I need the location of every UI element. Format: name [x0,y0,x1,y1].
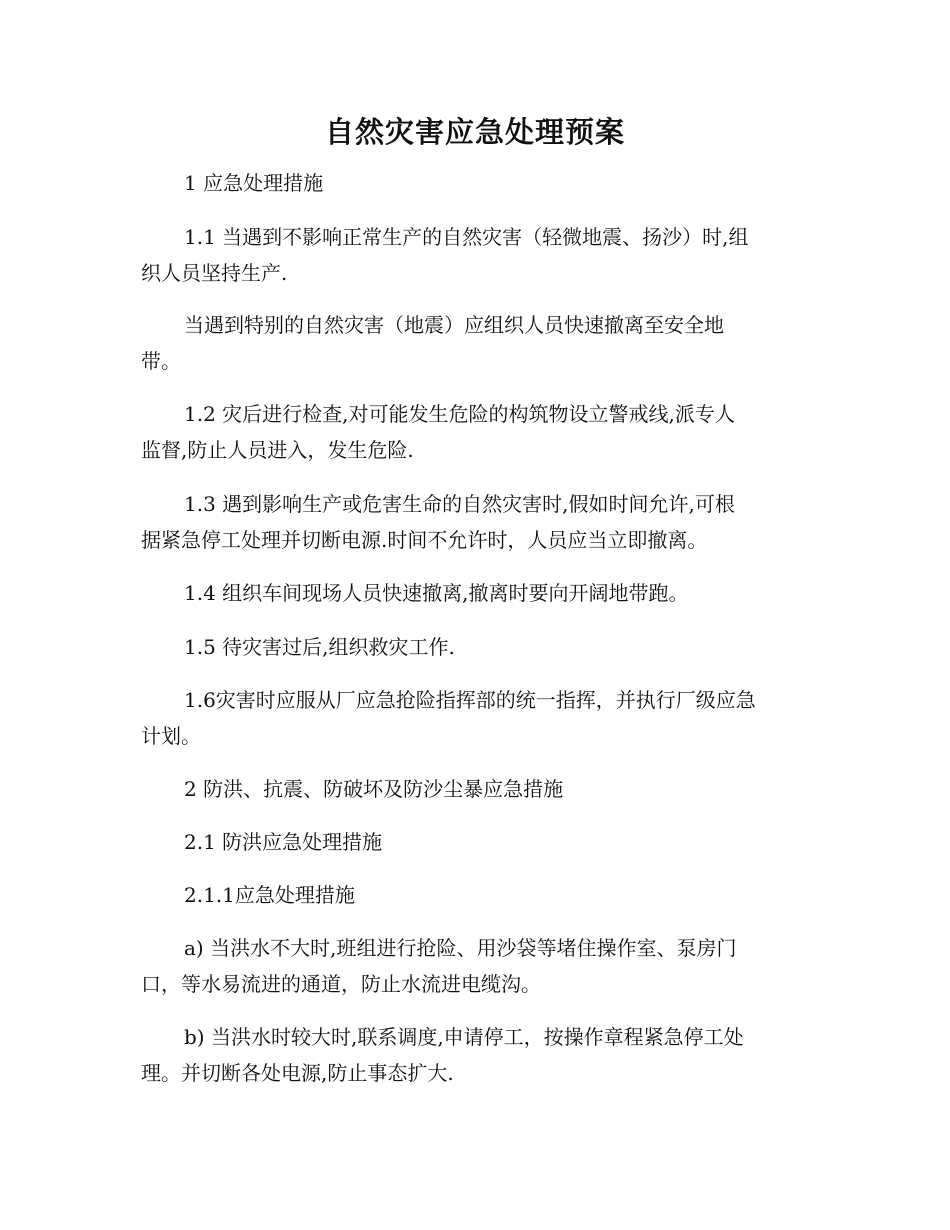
paragraph-line: 监督,防止人员进入，发生危险. [141,438,414,462]
paragraph-line: 织人员坚持生产. [141,261,288,285]
document-title: 自然灾害应急处理预案 [324,115,625,149]
paragraph-line: 口，等水易流进的通道，防止水流进电缆沟。 [141,972,541,996]
paragraph-line: 据紧急停工处理并切断电源.时间不允许时，人员应当立即撤离。 [141,528,708,552]
paragraph-line: 1.1 当遇到不影响正常生产的自然灾害（轻微地震、扬沙）时,组 [184,225,749,249]
paragraph-line: b) 当洪水时较大时,联系调度,申请停工，按操作章程紧急停工处 [184,1025,744,1049]
paragraph-line: a) 当洪水不大时,班组进行抢险、用沙袋等堵住操作室、泵房门 [184,936,737,960]
paragraph-line: 1.3 遇到影响生产或危害生命的自然灾害时,假如时间允许,可根 [184,492,735,516]
paragraph-line: 当遇到特别的自然灾害（地震）应组织人员快速撤离至安全地 [184,313,724,337]
paragraph-line: 1.5 待灾害过后,组织救灾工作. [184,635,455,659]
paragraph-line: 带。 [141,349,181,373]
paragraph-line: 1.4 组织车间现场人员快速撤离,撤离时要向开阔地带跑。 [184,581,689,605]
section-heading: 1 应急处理措施 [184,171,324,195]
paragraph-line: 理。并切断各处电源,防止事态扩大. [141,1061,454,1085]
section-heading: 2 防洪、抗震、防破坏及防沙尘暴应急措施 [184,777,564,801]
subsection-heading: 2.1 防洪应急处理措施 [184,830,383,854]
paragraph-line: 1.6灾害时应服从厂应急抢险指挥部的统一指挥，并执行厂级应急 [184,688,756,712]
subsection-heading: 2.1.1应急处理措施 [184,883,355,907]
paragraph-line: 计划。 [141,724,201,748]
paragraph-line: 1.2 灾后进行检查,对可能发生危险的构筑物设立警戒线,派专人 [184,402,735,426]
